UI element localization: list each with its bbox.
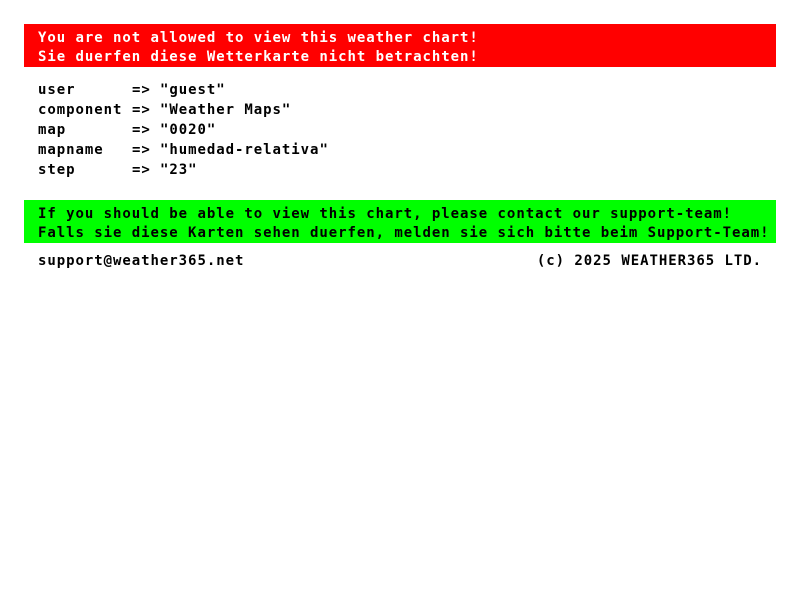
detail-row-component xyxy=(38,100,776,120)
detail-value: "Weather Maps" xyxy=(160,102,292,118)
detail-value: "humedad-relativa" xyxy=(160,142,329,158)
detail-row-step xyxy=(38,160,776,180)
error-banner xyxy=(24,24,776,67)
access-details xyxy=(24,80,776,180)
detail-value: "guest" xyxy=(160,82,226,98)
copyright-text: (c) 2025 WEATHER365 LTD. xyxy=(536,253,762,269)
detail-key: map xyxy=(38,122,67,138)
detail-arrow: => xyxy=(132,82,151,98)
footer xyxy=(24,251,762,271)
support-email: support@weather365.net xyxy=(38,253,245,269)
info-line-2: Falls sie diese Karten sehen duerfen, melden sie sich bitte beim Support-Team! xyxy=(38,225,770,241)
detail-arrow: => xyxy=(132,142,151,158)
detail-arrow: => xyxy=(132,102,151,118)
detail-arrow: => xyxy=(132,122,151,138)
detail-value: "0020" xyxy=(160,122,217,138)
detail-key: step xyxy=(38,162,76,178)
detail-row-mapname xyxy=(38,140,776,160)
info-banner xyxy=(24,200,776,243)
info-line-1: If you should be able to view this chart, please contact our support-team! xyxy=(38,206,733,222)
error-line-2: Sie duerfen diese Wetterkarte nicht betrachten! xyxy=(38,49,479,65)
detail-key: user xyxy=(38,82,76,98)
detail-value: "23" xyxy=(160,162,198,178)
detail-key: mapname xyxy=(38,142,104,158)
detail-row-user xyxy=(38,80,776,100)
page-content xyxy=(24,24,776,271)
detail-row-map xyxy=(38,120,776,140)
error-line-1: You are not allowed to view this weather chart! xyxy=(38,30,479,46)
detail-arrow: => xyxy=(132,162,151,178)
detail-key: component xyxy=(38,102,123,118)
